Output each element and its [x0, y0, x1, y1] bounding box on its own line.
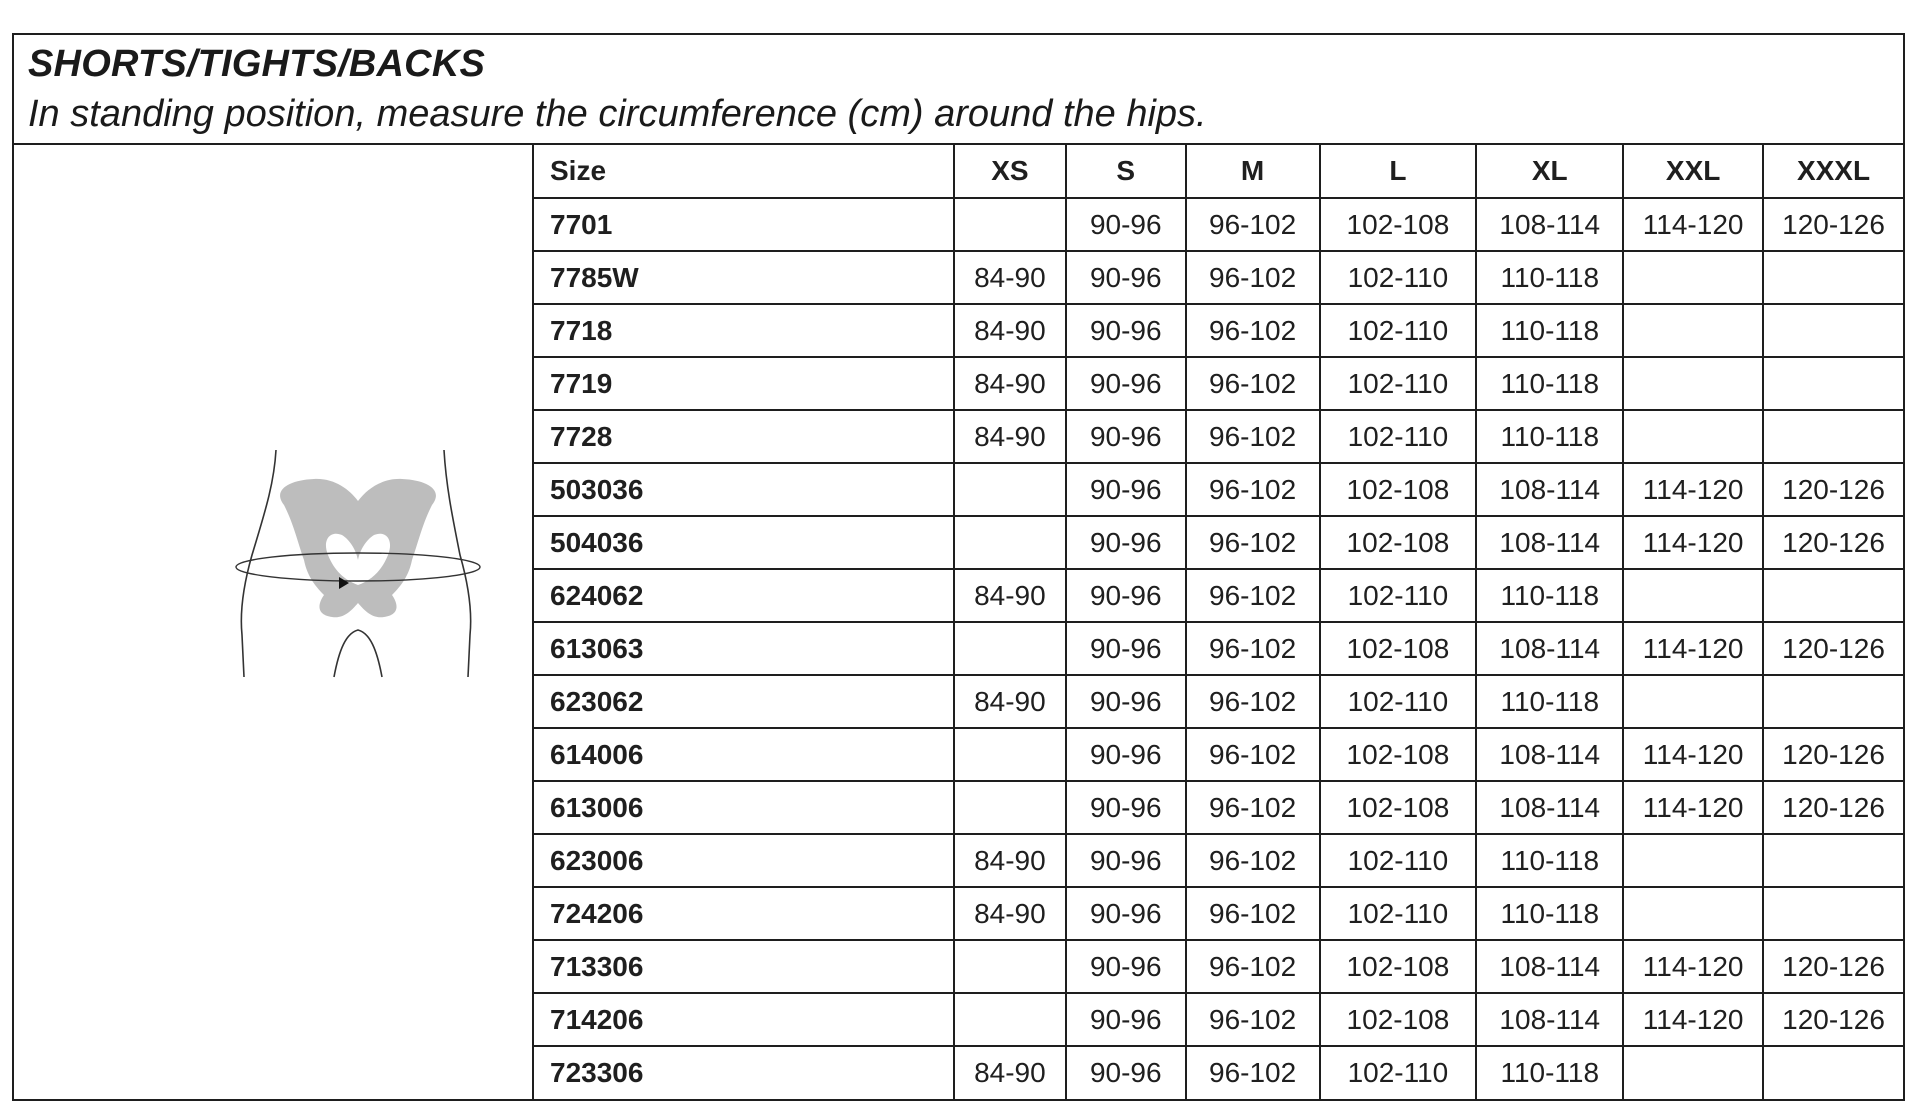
size-range-cell: 102-110 — [1320, 675, 1477, 728]
product-code-cell: 503036 — [534, 463, 954, 516]
table-row — [534, 569, 1903, 622]
size-range-cell: 102-108 — [1320, 993, 1477, 1046]
size-range-cell: 90-96 — [1066, 516, 1186, 569]
size-range-cell: 102-110 — [1320, 357, 1477, 410]
size-range-cell: 110-118 — [1476, 357, 1623, 410]
size-range-cell: 96-102 — [1186, 728, 1320, 781]
size-range-cell: 114-120 — [1623, 622, 1763, 675]
size-range-cell: 90-96 — [1066, 198, 1186, 251]
product-code-cell: 7719 — [534, 357, 954, 410]
size-range-cell — [1623, 887, 1763, 940]
product-code-cell: 613006 — [534, 781, 954, 834]
size-range-cell: 96-102 — [1186, 675, 1320, 728]
size-range-cell: 114-120 — [1623, 781, 1763, 834]
size-range-cell — [1763, 887, 1903, 940]
table-row — [534, 251, 1903, 304]
size-range-cell: 120-126 — [1763, 940, 1903, 993]
size-range-cell — [1623, 1046, 1763, 1099]
column-header: XXL — [1623, 145, 1763, 198]
product-code-cell: 713306 — [534, 940, 954, 993]
size-range-cell: 90-96 — [1066, 781, 1186, 834]
size-range-cell: 110-118 — [1476, 834, 1623, 887]
table-header-row — [534, 145, 1903, 198]
size-range-cell: 110-118 — [1476, 569, 1623, 622]
size-range-cell: 96-102 — [1186, 198, 1320, 251]
size-range-cell: 90-96 — [1066, 622, 1186, 675]
size-range-cell: 110-118 — [1476, 251, 1623, 304]
size-range-cell: 102-110 — [1320, 304, 1477, 357]
size-range-cell: 90-96 — [1066, 834, 1186, 887]
size-range-cell — [1763, 675, 1903, 728]
size-range-cell: 108-114 — [1476, 463, 1623, 516]
size-range-cell: 114-120 — [1623, 463, 1763, 516]
table-row — [534, 834, 1903, 887]
size-range-cell — [1623, 410, 1763, 463]
table-row — [534, 781, 1903, 834]
size-range-cell — [1763, 251, 1903, 304]
table-row — [534, 304, 1903, 357]
header-block — [14, 35, 1903, 145]
product-code-cell: 724206 — [534, 887, 954, 940]
size-range-cell — [1623, 569, 1763, 622]
size-range-cell: 96-102 — [1186, 1046, 1320, 1099]
size-table — [534, 145, 1903, 1099]
size-range-cell: 96-102 — [1186, 516, 1320, 569]
size-range-cell: 84-90 — [954, 675, 1066, 728]
size-range-cell: 90-96 — [1066, 463, 1186, 516]
product-code-cell: 714206 — [534, 993, 954, 1046]
size-range-cell: 120-126 — [1763, 781, 1903, 834]
size-range-cell: 84-90 — [954, 410, 1066, 463]
product-code-cell: 7718 — [534, 304, 954, 357]
page-title: SHORTS/TIGHTS/BACKS — [28, 43, 486, 85]
size-range-cell — [1763, 1046, 1903, 1099]
size-range-cell: 90-96 — [1066, 410, 1186, 463]
size-range-cell: 102-110 — [1320, 251, 1477, 304]
size-range-cell — [954, 781, 1066, 834]
size-range-cell: 90-96 — [1066, 675, 1186, 728]
table-row — [534, 463, 1903, 516]
size-range-cell: 102-108 — [1320, 198, 1477, 251]
size-range-cell: 90-96 — [1066, 940, 1186, 993]
column-header: L — [1320, 145, 1477, 198]
size-range-cell — [954, 728, 1066, 781]
size-range-cell: 90-96 — [1066, 993, 1186, 1046]
size-range-cell: 90-96 — [1066, 1046, 1186, 1099]
size-range-cell: 90-96 — [1066, 887, 1186, 940]
table-row — [534, 940, 1903, 993]
table-row — [534, 622, 1903, 675]
size-range-cell: 114-120 — [1623, 940, 1763, 993]
size-range-cell — [954, 622, 1066, 675]
size-range-cell: 110-118 — [1476, 887, 1623, 940]
size-range-cell: 102-110 — [1320, 410, 1477, 463]
size-range-cell: 84-90 — [954, 251, 1066, 304]
size-chart-panel — [12, 33, 1905, 1101]
size-range-cell: 90-96 — [1066, 357, 1186, 410]
size-range-cell — [1763, 569, 1903, 622]
size-range-cell: 84-90 — [954, 834, 1066, 887]
size-range-cell: 108-114 — [1476, 622, 1623, 675]
column-header: XL — [1476, 145, 1623, 198]
size-range-cell — [1763, 834, 1903, 887]
size-range-cell: 102-110 — [1320, 1046, 1477, 1099]
product-code-cell: 504036 — [534, 516, 954, 569]
size-range-cell: 102-108 — [1320, 622, 1477, 675]
size-range-cell: 90-96 — [1066, 569, 1186, 622]
product-code-cell: 623062 — [534, 675, 954, 728]
size-range-cell — [954, 516, 1066, 569]
size-range-cell: 110-118 — [1476, 1046, 1623, 1099]
size-range-cell: 96-102 — [1186, 304, 1320, 357]
size-range-cell: 84-90 — [954, 887, 1066, 940]
size-range-cell: 114-120 — [1623, 993, 1763, 1046]
size-range-cell: 114-120 — [1623, 728, 1763, 781]
size-range-cell: 96-102 — [1186, 463, 1320, 516]
size-range-cell: 96-102 — [1186, 834, 1320, 887]
product-code-cell: 7701 — [534, 198, 954, 251]
table-row — [534, 410, 1903, 463]
size-range-cell: 102-108 — [1320, 463, 1477, 516]
size-range-cell: 96-102 — [1186, 251, 1320, 304]
size-range-cell — [1623, 251, 1763, 304]
size-range-cell: 120-126 — [1763, 622, 1903, 675]
table-row — [534, 887, 1903, 940]
size-range-cell — [1763, 357, 1903, 410]
size-range-cell: 90-96 — [1066, 304, 1186, 357]
size-range-cell — [954, 940, 1066, 993]
size-range-cell: 84-90 — [954, 357, 1066, 410]
size-range-cell — [1623, 304, 1763, 357]
table-row — [534, 357, 1903, 410]
size-range-cell: 120-126 — [1763, 463, 1903, 516]
size-range-cell: 102-108 — [1320, 728, 1477, 781]
size-range-cell: 102-110 — [1320, 887, 1477, 940]
page-subtitle: In standing position, measure the circumference (cm) around the hips. — [28, 93, 1207, 135]
column-header: M — [1186, 145, 1320, 198]
size-range-cell: 108-114 — [1476, 940, 1623, 993]
product-code-cell: 623006 — [534, 834, 954, 887]
size-range-cell: 96-102 — [1186, 887, 1320, 940]
product-code-cell: 7728 — [534, 410, 954, 463]
size-range-cell: 102-110 — [1320, 834, 1477, 887]
table-row — [534, 1046, 1903, 1099]
size-range-cell: 108-114 — [1476, 781, 1623, 834]
size-range-cell: 108-114 — [1476, 993, 1623, 1046]
table-row — [534, 675, 1903, 728]
size-range-cell: 96-102 — [1186, 940, 1320, 993]
size-range-cell — [1623, 834, 1763, 887]
size-range-cell: 108-114 — [1476, 728, 1623, 781]
size-range-cell — [954, 463, 1066, 516]
size-range-cell: 102-110 — [1320, 569, 1477, 622]
size-range-cell — [1623, 675, 1763, 728]
size-range-cell: 114-120 — [1623, 516, 1763, 569]
size-range-cell: 96-102 — [1186, 781, 1320, 834]
size-range-cell: 90-96 — [1066, 728, 1186, 781]
size-range-cell: 110-118 — [1476, 675, 1623, 728]
size-range-cell: 108-114 — [1476, 198, 1623, 251]
size-range-cell: 96-102 — [1186, 993, 1320, 1046]
size-range-cell: 102-108 — [1320, 940, 1477, 993]
table-row — [534, 993, 1903, 1046]
product-code-cell: 723306 — [534, 1046, 954, 1099]
column-header: XXXL — [1763, 145, 1903, 198]
size-range-cell — [954, 198, 1066, 251]
size-range-cell: 120-126 — [1763, 198, 1903, 251]
size-range-cell: 96-102 — [1186, 410, 1320, 463]
size-range-cell: 84-90 — [954, 569, 1066, 622]
size-range-cell — [1763, 304, 1903, 357]
size-range-cell — [954, 993, 1066, 1046]
size-range-cell: 108-114 — [1476, 516, 1623, 569]
table-row — [534, 728, 1903, 781]
size-range-cell: 120-126 — [1763, 516, 1903, 569]
hip-measurement-icon — [234, 445, 484, 685]
column-header: S — [1066, 145, 1186, 198]
column-header-size: Size — [534, 145, 954, 198]
size-range-cell: 84-90 — [954, 304, 1066, 357]
size-range-cell: 102-108 — [1320, 781, 1477, 834]
size-range-cell: 96-102 — [1186, 357, 1320, 410]
size-range-cell: 96-102 — [1186, 622, 1320, 675]
product-code-cell: 7785W — [534, 251, 954, 304]
size-range-cell: 90-96 — [1066, 251, 1186, 304]
product-code-cell: 614006 — [534, 728, 954, 781]
size-range-cell — [1623, 357, 1763, 410]
size-range-cell: 110-118 — [1476, 410, 1623, 463]
table-row — [534, 198, 1903, 251]
product-code-cell: 613063 — [534, 622, 954, 675]
product-code-cell: 624062 — [534, 569, 954, 622]
column-header: XS — [954, 145, 1066, 198]
table-row — [534, 516, 1903, 569]
size-range-cell: 114-120 — [1623, 198, 1763, 251]
figure-area — [14, 145, 534, 1099]
size-range-cell: 96-102 — [1186, 569, 1320, 622]
size-range-cell: 110-118 — [1476, 304, 1623, 357]
size-range-cell: 120-126 — [1763, 993, 1903, 1046]
size-range-cell — [1763, 410, 1903, 463]
size-range-cell: 120-126 — [1763, 728, 1903, 781]
size-range-cell: 84-90 — [954, 1046, 1066, 1099]
size-range-cell: 102-108 — [1320, 516, 1477, 569]
